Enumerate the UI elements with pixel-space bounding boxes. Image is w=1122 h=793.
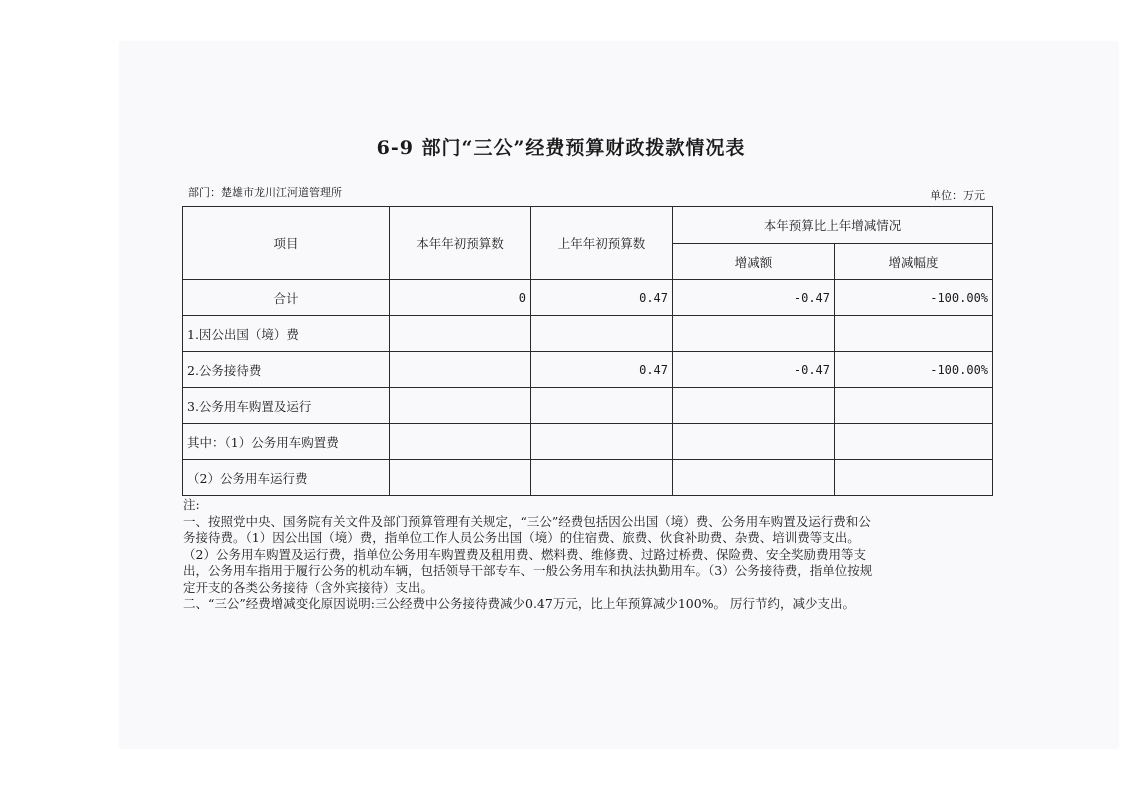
row-change <box>673 388 835 424</box>
department-label: 部门：楚雄市龙川江河道管理所 <box>188 186 342 199</box>
notes-section <box>183 497 999 613</box>
row-previous: 0.47 <box>531 352 673 388</box>
notes-line: 二、“三公”经费增减变化原因说明:三公经费中公务接待费减少0.47万元，比上年预算减少100%。 厉行节约，减少支出。 <box>183 596 856 611</box>
row-change <box>673 460 835 496</box>
row-item: 其中：（1）公务用车购置费 <box>183 424 390 460</box>
row-current <box>390 460 531 496</box>
row-previous <box>531 460 673 496</box>
row-change: -0.47 <box>673 352 835 388</box>
row-rate <box>835 316 993 352</box>
notes-line: 务接待费。（1）因公出国（境）费，指单位工作人员公务出国（境）的住宿费、旅费、伙食补助费、杂费、培训费等支出。 <box>183 530 860 545</box>
notes-line: （2）公务用车购置及运行费，指单位公务用车购置费及租用费、燃料费、维修费、过路过桥费、保险费、安全奖励费用等支 <box>183 546 866 562</box>
row-item: （2）公务用车运行费 <box>183 460 390 496</box>
row-current <box>390 352 531 388</box>
header-current-initial: 本年年初预算数 <box>390 207 531 280</box>
unit-label: 单位：万元 <box>930 189 985 202</box>
row-previous <box>531 316 673 352</box>
row-previous <box>531 388 673 424</box>
table-row-overseas <box>183 316 993 352</box>
header-change-amount: 增减额 <box>673 244 835 280</box>
row-rate <box>835 424 993 460</box>
row-item: 3.公务用车购置及运行 <box>183 388 390 424</box>
row-current: 0 <box>390 280 531 316</box>
row-item: 合计 <box>183 280 390 316</box>
row-rate <box>835 388 993 424</box>
row-previous: 0.47 <box>531 280 673 316</box>
header-comparison-group: 本年预算比上年增减情况 <box>673 207 993 244</box>
row-rate: -100.00% <box>835 280 993 316</box>
row-current <box>390 424 531 460</box>
header-previous-initial: 上年年初预算数 <box>531 207 673 280</box>
table-row-vehicle-operation <box>183 460 993 496</box>
row-rate: -100.00% <box>835 352 993 388</box>
header-row-1 <box>183 207 993 244</box>
row-current <box>390 388 531 424</box>
row-change <box>673 424 835 460</box>
header-change-rate: 增减幅度 <box>835 244 993 280</box>
budget-table <box>182 206 993 496</box>
row-current <box>390 316 531 352</box>
notes-heading: 注: <box>183 497 200 512</box>
row-item: 2.公务接待费 <box>183 352 390 388</box>
notes-line: 出，公务用车指用于履行公务的机动车辆，包括领导干部专车、一般公务用车和执法执勤用车。（3）公务接待费，指单位按规 <box>183 563 873 578</box>
row-change: -0.47 <box>673 280 835 316</box>
notes-line: 一、按照党中央、国务院有关文件及部门预算管理有关规定，“三公”经费包括因公出国（境）费、公务用车购置及运行费和公 <box>183 513 871 529</box>
notes-line: 定开支的各类公务接待（含外宾接待）支出。 <box>183 579 434 595</box>
row-change <box>673 316 835 352</box>
table-row-vehicle-purchase <box>183 424 993 460</box>
table-row-vehicles <box>183 388 993 424</box>
document-title: 6-9 部门“三公”经费预算财政拨款情况表 <box>376 137 746 159</box>
table-row-reception <box>183 352 993 388</box>
row-item: 1.因公出国（境）费 <box>183 316 390 352</box>
row-previous <box>531 424 673 460</box>
row-rate <box>835 460 993 496</box>
table-row-total <box>183 280 993 316</box>
header-item: 项目 <box>183 207 390 280</box>
